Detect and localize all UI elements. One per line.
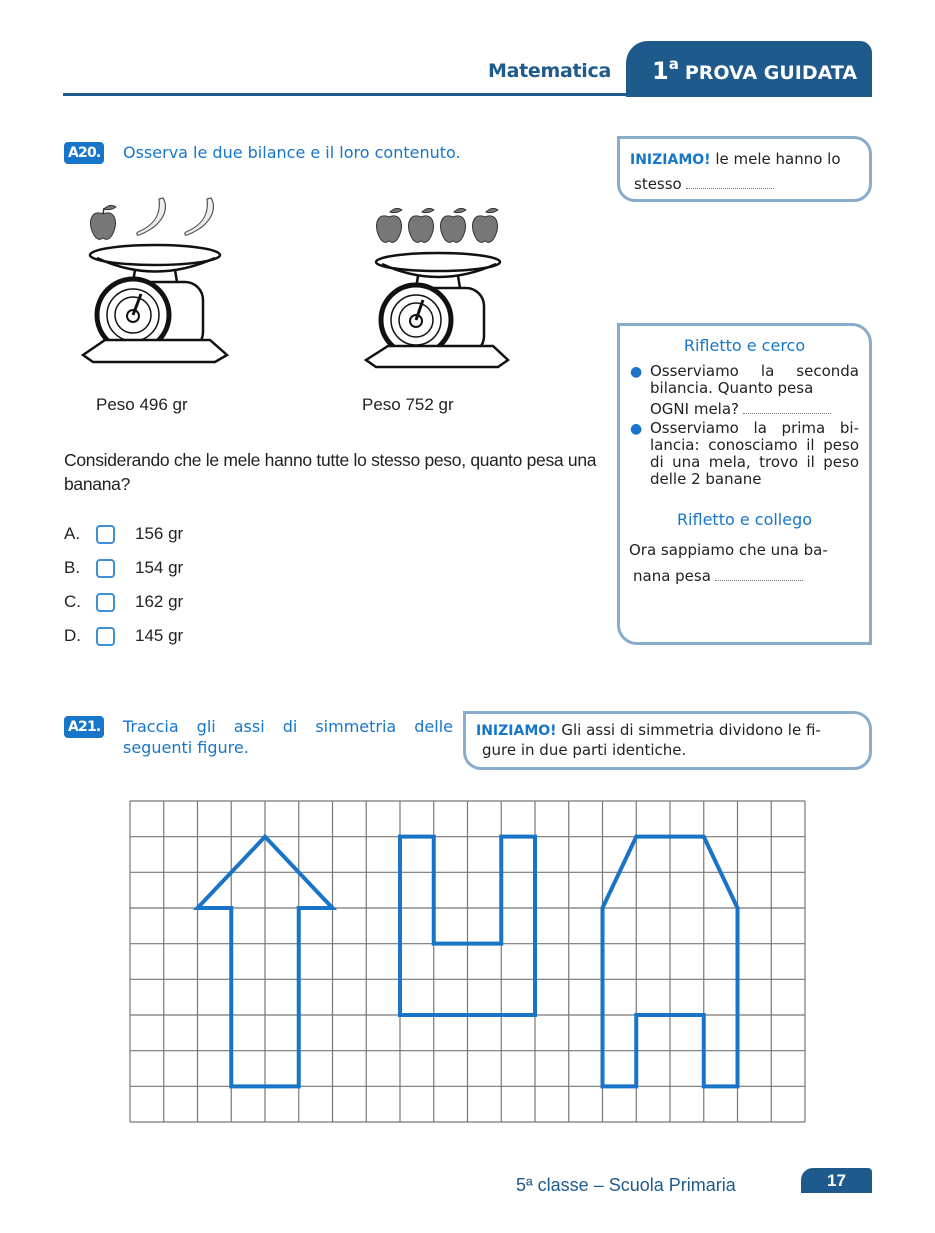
bullet-icon: ● — [630, 364, 643, 380]
question-title-a20: Osserva le due bilance e il loro contenuto. — [123, 143, 461, 162]
test-label: PROVA GUIDATA — [684, 62, 858, 84]
page-number: 17 — [801, 1168, 872, 1193]
question-badge-a21: A21. — [64, 716, 104, 738]
question-text-a20: Considerando che le mele hanno tutte lo stesso peso, quanto pesa una banana? — [64, 450, 597, 494]
question-badge-a20: A20. — [64, 142, 104, 164]
conclusion-line-1: Ora sappiamo che una ba- — [629, 541, 828, 559]
option-letter: C. — [64, 592, 81, 611]
option-value: 154 gr — [135, 558, 184, 577]
conclusion-line-2: nana pesa — [633, 567, 711, 585]
reflection-heading-search: Rifletto e cerco — [683, 336, 806, 355]
test-number: 1 — [652, 57, 669, 85]
hint-text-line2: stesso — [634, 175, 682, 193]
title-line-1: Traccia gli assi di simmetria delle — [123, 717, 453, 736]
reflection-heading-connect: Rifletto e collego — [676, 510, 813, 529]
hint-lead: INIZIAMO! — [476, 723, 557, 739]
bullet-1-question: OGNI mela? — [650, 400, 740, 418]
hint-text-line1: Gli assi di simmetria dividono le fi- — [561, 721, 821, 739]
hint-text-line1: le mele hanno lo — [715, 150, 841, 168]
subject-title: Matematica — [488, 60, 611, 82]
hint-text-line2: gure in due parti identiche. — [482, 741, 687, 759]
hint-lead: INIZIAMO! — [630, 152, 711, 168]
scale-1-weight: Peso 496 gr — [96, 395, 188, 414]
test-number-sup: a — [668, 55, 679, 73]
bullet-1-text: Osserviamo la seconda bilancia. Quanto pesa — [650, 362, 859, 397]
option-value: 156 gr — [135, 524, 184, 543]
title-line-2: seguenti figure. — [123, 738, 249, 757]
option-letter: A. — [64, 524, 81, 543]
bullet-2-text: Osserviamo la prima bi-lancia: conosciamo il peso di una mela, trovo il peso delle 2 banane — [650, 419, 859, 488]
scale-2-weight: Peso 752 gr — [362, 395, 454, 414]
bullet-icon: ● — [630, 421, 643, 437]
option-value: 145 gr — [135, 626, 184, 645]
option-letter: D. — [64, 626, 81, 645]
option-letter: B. — [64, 558, 81, 577]
option-value: 162 gr — [135, 592, 184, 611]
footer-class-label: 5ª classe – Scuola Primaria — [516, 1175, 736, 1195]
